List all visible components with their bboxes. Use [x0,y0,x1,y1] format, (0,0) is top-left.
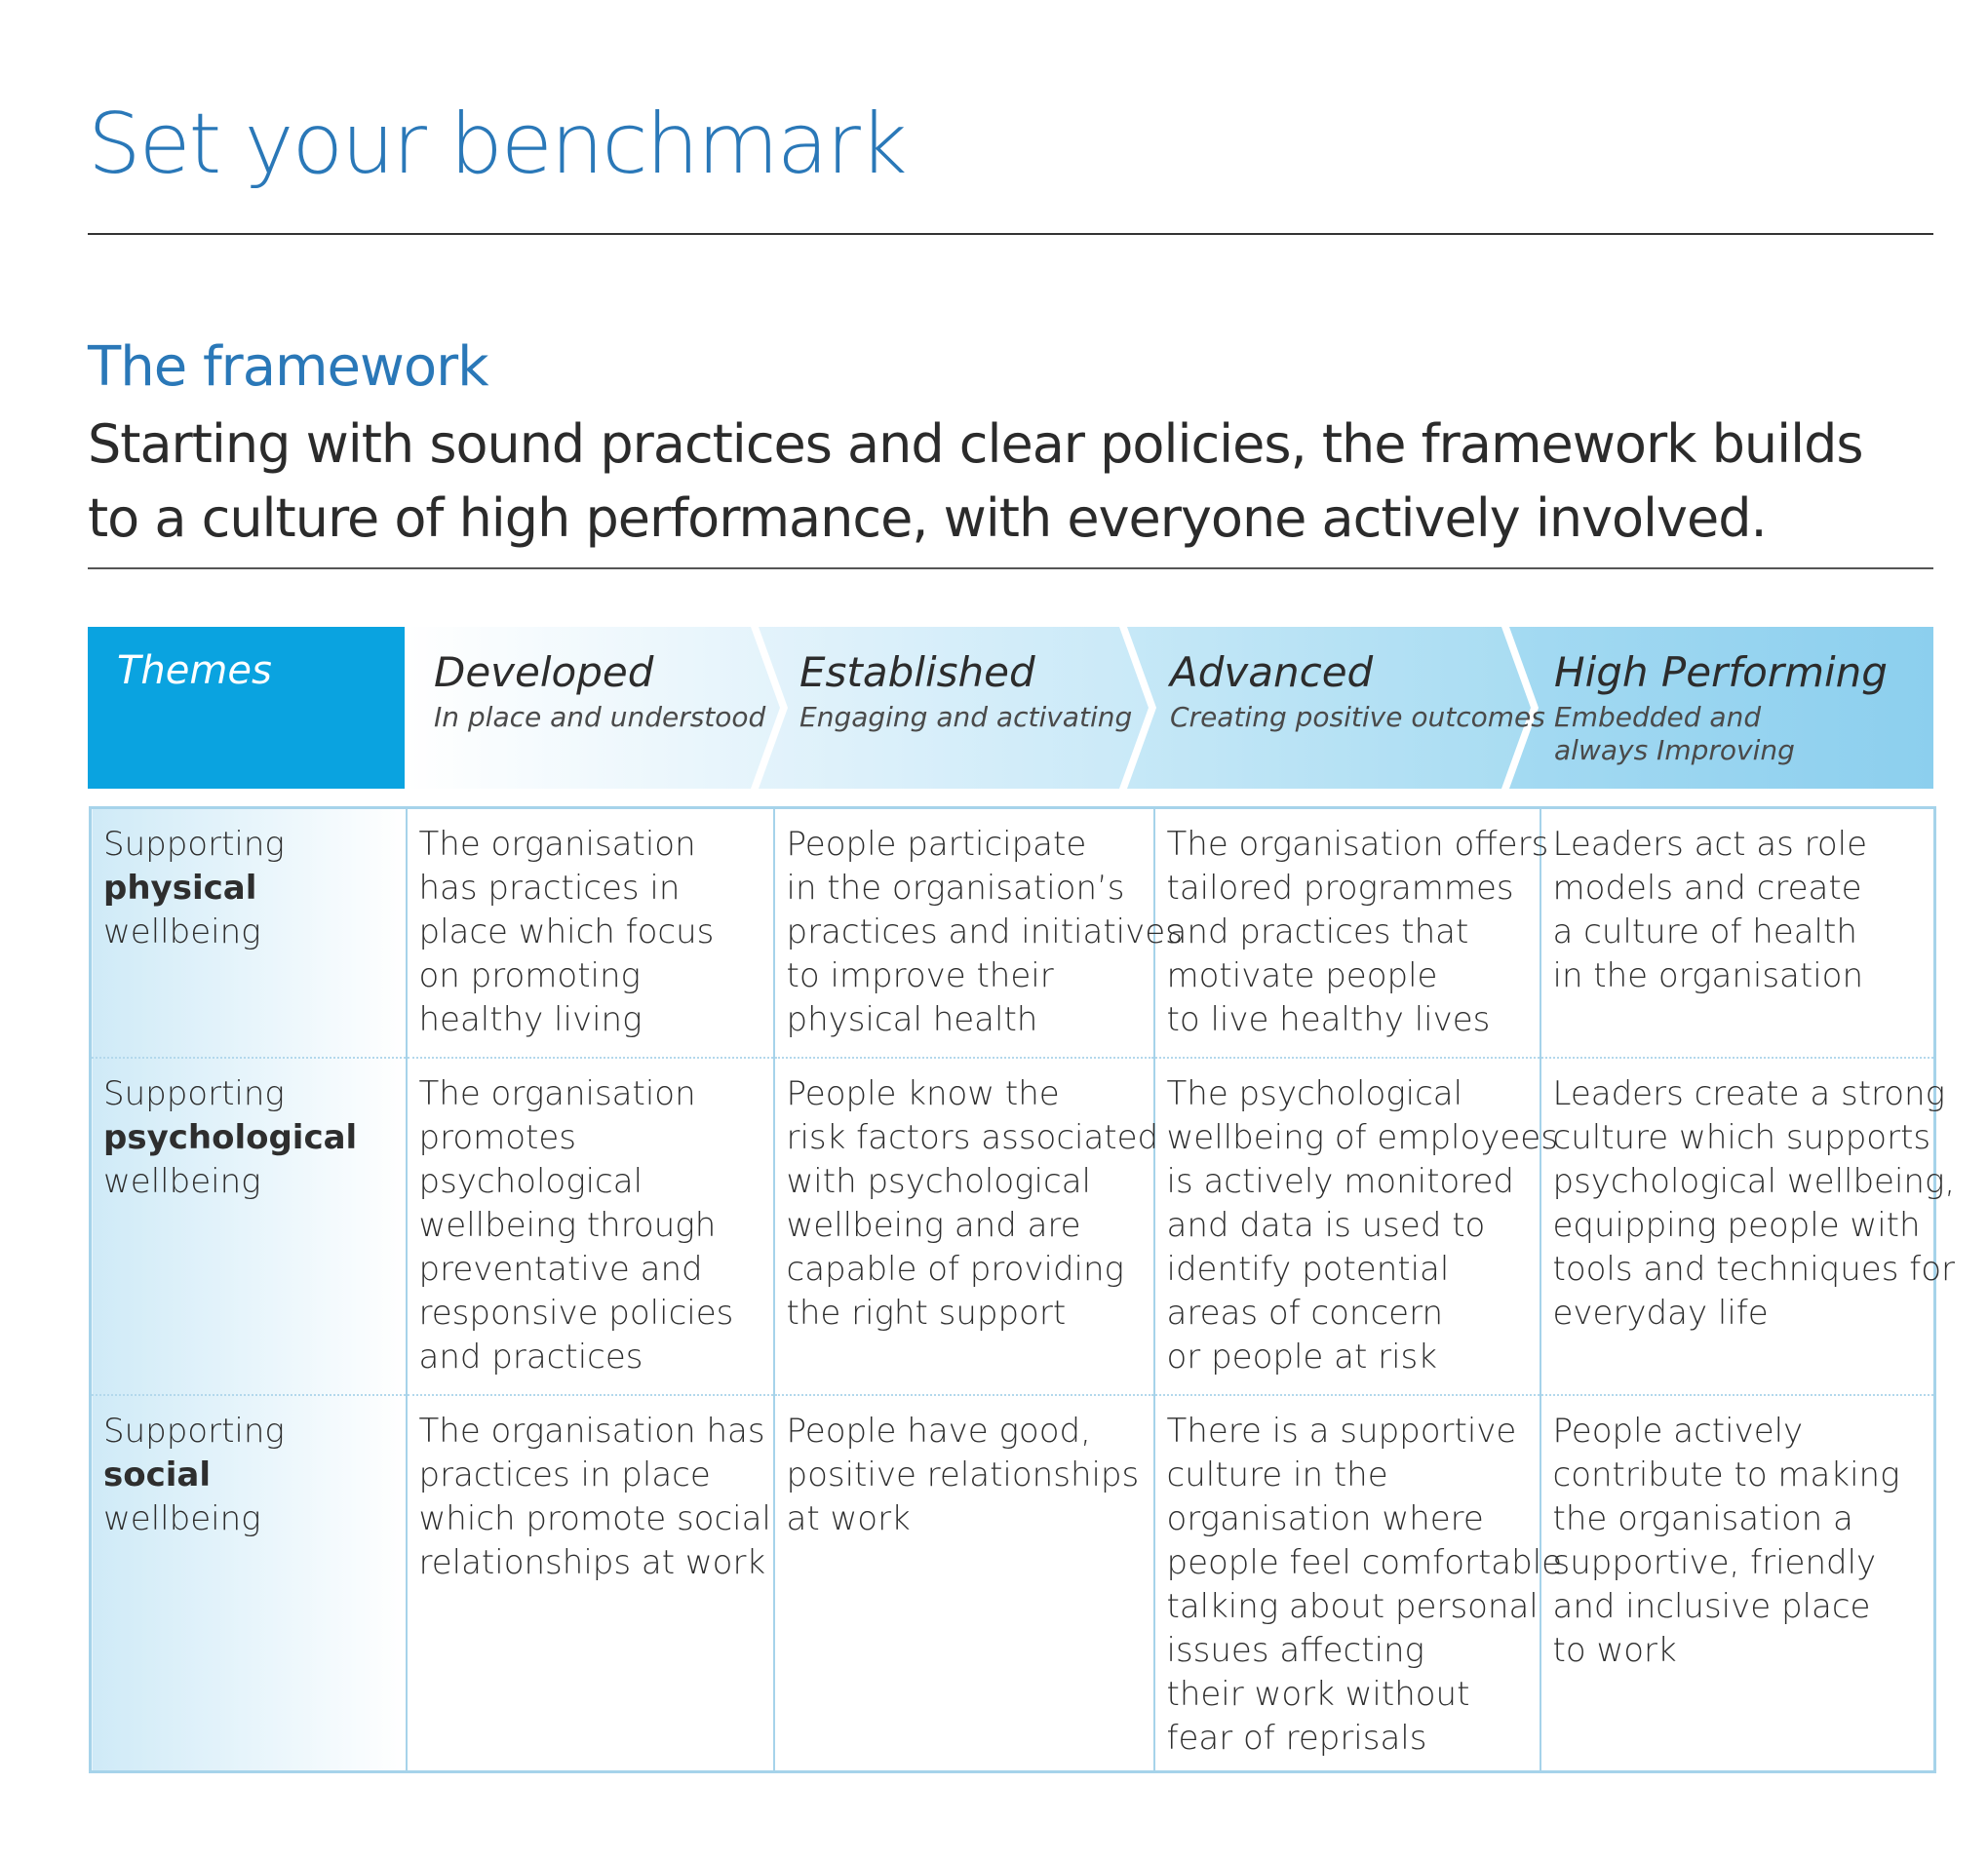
stage-header-developed [405,627,765,789]
title-divider [88,233,1933,235]
table-cell-developed: The organisation has practices in place which focus on promoting healthy living [407,808,774,1058]
table-cell-advanced: The organisation offers tailored programmes and practices that motivate people to live healthy lives [1154,808,1540,1058]
stage-header-advanced [1141,627,1545,789]
table-cell-developed: The organisation has practices in place which promote social relationships at work [407,1395,774,1772]
table-cell-established: People know the risk factors associated with psychological wellbeing and are capable of providing the right support [774,1058,1154,1395]
table-cell-advanced: The psychological wellbeing of employees is actively monitored and data is used to identify potential areas of concern or people at risk [1154,1058,1540,1395]
table-cell-developed: The organisation promotes psychological wellbeing through preventative and responsive policies and practices [407,1058,774,1395]
theme-cell: Supporting psychological wellbeing [91,1058,407,1395]
stage-subtitle: Creating positive outcomes [1170,701,1545,733]
section-title: The framework [88,335,488,399]
intro-divider [88,567,1933,569]
table-cell-high-performing: Leaders act as role models and create a culture of health in the organisation [1540,808,1935,1058]
table-cell-established: People participate in the organisation’s practices and initiatives to improve their physical health [774,808,1154,1058]
stage-name: High Performing [1554,648,1888,696]
stage-name: Established [799,648,1035,696]
table-row-psychological [91,1058,1935,1395]
theme-cell: Supporting physical wellbeing [91,808,407,1058]
framework-table [89,806,1956,1773]
themes-header-cell [88,627,405,789]
stage-header-established [770,627,1131,789]
themes-header-label: Themes [117,648,272,693]
table-row-social [91,1395,1935,1772]
stage-subtitle: Embedded and always Improving [1554,701,1795,766]
table-row-physical [91,808,1935,1058]
stage-subtitle: Engaging and activating [799,701,1133,733]
stage-name: Advanced [1170,648,1374,696]
table-cell-advanced: There is a supportive culture in the organisation where people feel comfortable talking about personal issues affecting their work without fear of reprisals [1154,1395,1540,1772]
stage-subtitle: In place and understood [434,701,766,733]
table-cell-high-performing: People actively contribute to making the organisation a supportive, friendly and inclusive place to work [1540,1395,1935,1772]
intro-paragraph [88,407,1863,556]
table-cell-established: People have good, positive relationships at work [774,1395,1154,1772]
stage-header-high-performing [1525,627,1933,789]
stage-name: Developed [434,648,654,696]
table-cell-high-performing: Leaders create a strong culture which supports psychological wellbeing, equipping people with tools and techniques for everyday life [1540,1058,1935,1395]
framework-header [88,627,1933,789]
intro-line: Starting with sound practices and clear policies, the framework builds [88,413,1863,475]
page-title: Set your benchmark [88,96,906,193]
theme-cell: Supporting social wellbeing [91,1395,407,1772]
intro-line: to a culture of high performance, with everyone actively involved. [88,487,1767,549]
